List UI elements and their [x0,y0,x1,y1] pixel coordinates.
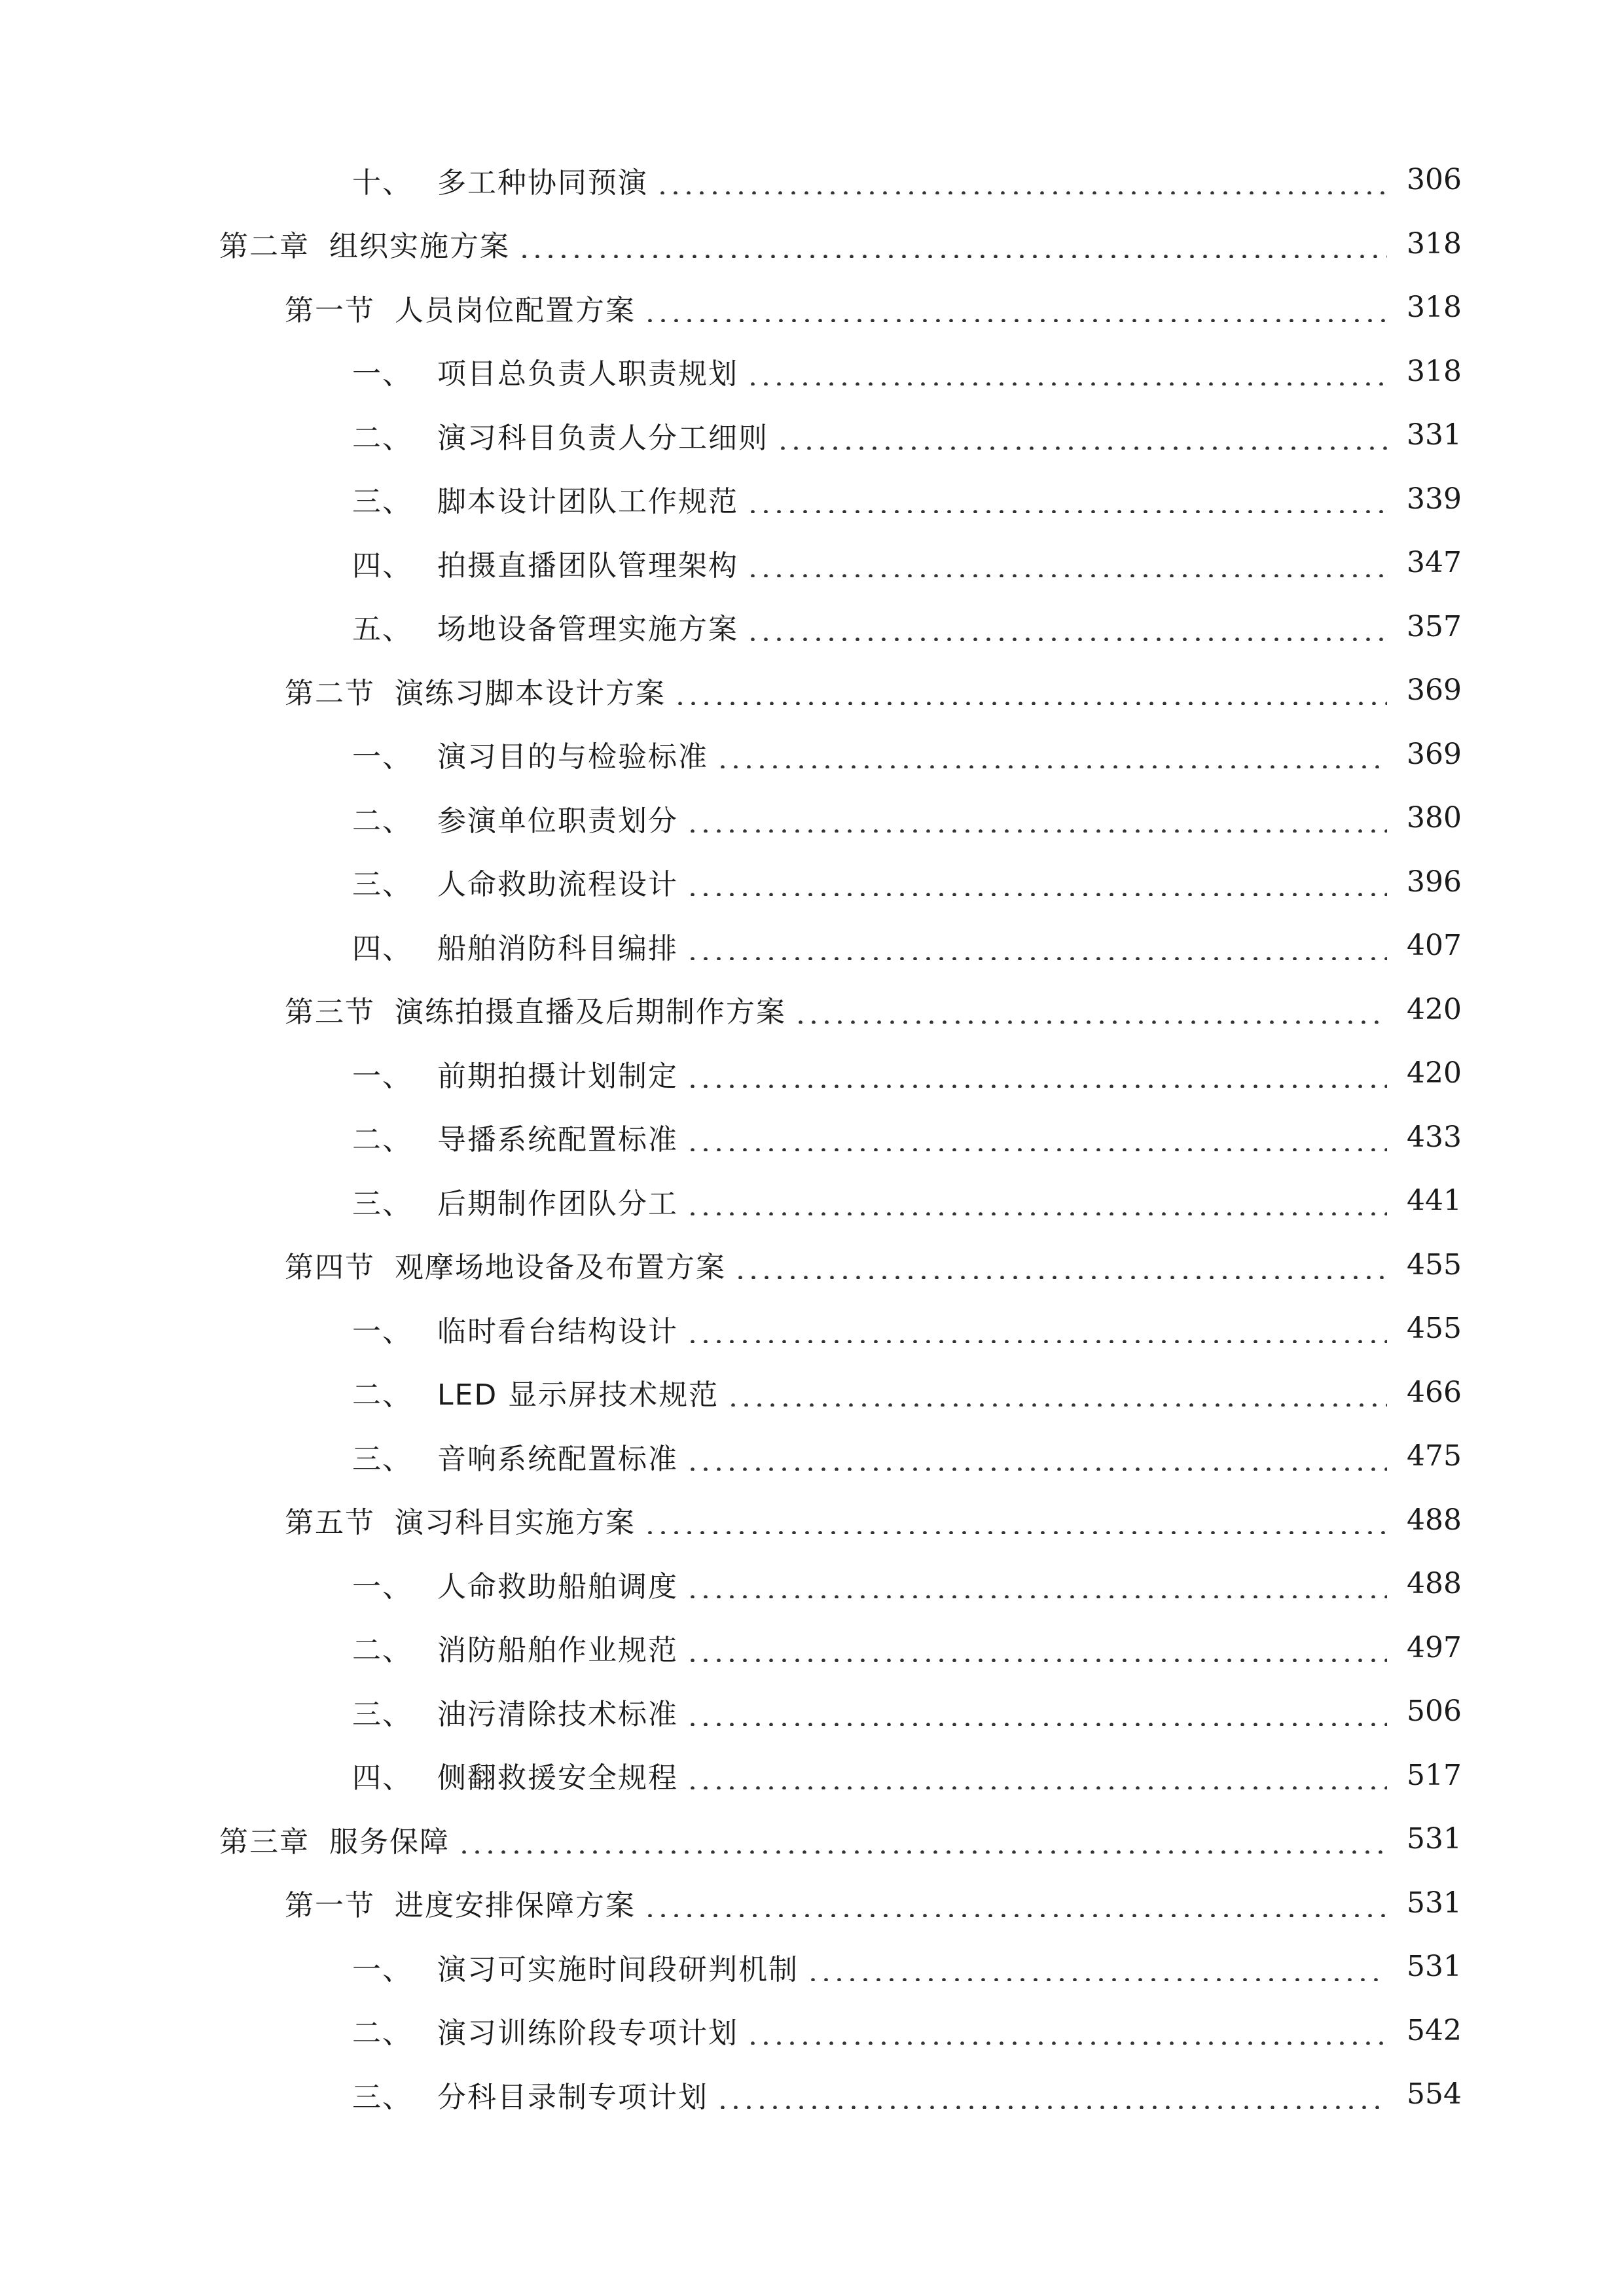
dot-leader [686,1059,1387,1088]
toc-entry-page-number: 466 [1407,1375,1462,1409]
toc-entry-page-number: 488 [1407,1503,1462,1537]
toc-entry-title: 前期拍摄计划制定 [437,1059,678,1093]
toc-entry-label [352,350,738,392]
dot-leader [686,1633,1387,1662]
toc-entry-title: 后期制作团队分工 [437,1187,678,1221]
toc-entry-title: 油污清除技术标准 [437,1697,678,1731]
toc-entry[interactable] [0,658,1624,723]
toc-entry[interactable] [0,978,1624,1042]
toc-entry-label [352,605,738,647]
toc-entry[interactable] [0,1744,1624,1808]
dot-leader [686,1442,1387,1471]
toc-entry-number: 第三章 [219,1825,310,1859]
dot-leader [746,548,1387,577]
toc-entry-title: 人命救助船舶调度 [437,1570,678,1604]
toc-entry-number: 十、 [352,166,412,200]
toc-entry-label [352,1180,678,1222]
dot-leader [746,484,1387,513]
toc-entry[interactable] [0,1233,1624,1297]
toc-entry-page-number: 455 [1407,1312,1462,1346]
toc-entry-page-number: 531 [1407,1822,1462,1856]
toc-entry-number: 第五节 [285,1506,375,1540]
toc-entry-number: 三、 [352,868,412,902]
toc-entry-page-number: 420 [1407,1056,1462,1090]
toc-entry[interactable] [0,723,1624,787]
toc-entry-label [352,1435,678,1477]
toc-entry-title: 分科目录制专项计划 [437,2080,708,2114]
toc-entry-number: 第三节 [285,996,375,1030]
toc-entry[interactable] [0,1041,1624,1105]
toc-entry-page-number: 407 [1407,929,1462,963]
toc-entry-page-number: 441 [1407,1184,1462,1218]
toc-entry-title: 脚本设计团队工作规范 [437,485,738,519]
toc-entry-page-number: 380 [1407,801,1462,835]
toc-entry-number: 二、 [352,1123,412,1157]
toc-entry-title: 演习训练阶段专项计划 [437,2017,738,2051]
toc-entry-number: 三、 [352,1442,412,1476]
toc-entry[interactable] [0,148,1624,212]
dot-leader [686,1314,1387,1343]
toc-entry-title: 演练拍摄直播及后期制作方案 [395,996,786,1030]
toc-entry-title: 观摩场地设备及布置方案 [395,1251,726,1285]
toc-entry-label [352,414,768,456]
dot-leader [716,740,1387,768]
toc-entry[interactable] [0,2062,1624,2126]
dot-leader [776,421,1387,450]
dot-leader [643,1505,1387,1534]
dot-leader [686,1761,1387,1789]
toc-entry-label [285,287,636,329]
toc-entry-title: 场地设备管理实施方案 [437,613,738,647]
dot-leader [686,1570,1387,1598]
dot-leader [746,612,1387,641]
toc-entry-page-number: 488 [1407,1567,1462,1601]
toc-entry-number: 一、 [352,357,412,391]
dot-leader [674,676,1387,705]
toc-entry-label [352,2009,738,2051]
toc-entry-label [352,1626,678,1668]
toc-entry-label [285,1882,636,1924]
toc-entry-number: 二、 [352,1378,412,1412]
toc-entry[interactable] [0,531,1624,595]
toc-entry-label [219,223,510,264]
toc-entry-title: 演习可实施时间段研判机制 [437,1952,799,1986]
toc-entry-label [285,1499,636,1541]
dot-leader [643,293,1387,322]
toc-entry-label [352,1371,719,1413]
toc-entry-label [352,2073,708,2115]
dot-leader [686,804,1387,833]
toc-entry[interactable] [0,1999,1624,2063]
toc-entry[interactable] [0,1679,1624,1744]
toc-entry-number: 第一节 [285,1889,375,1923]
toc-entry-label [352,861,678,903]
toc-entry-number: 四、 [352,548,412,583]
toc-entry-title: 临时看台结构设计 [437,1314,678,1348]
toc-entry[interactable] [0,1105,1624,1170]
dot-leader [734,1250,1387,1279]
toc-entry-page-number: 357 [1407,609,1462,643]
toc-entry-number: 三、 [352,1187,412,1221]
toc-entry-title: 演习目的与检验标准 [437,740,708,774]
toc-entry-page-number: 369 [1407,737,1462,771]
toc-entry[interactable] [0,276,1624,340]
toc-entry-number: 第二章 [219,230,310,264]
dot-leader [746,357,1387,386]
toc-entry-number: 四、 [352,1761,412,1795]
toc-entry-label [352,1116,678,1158]
toc-entry-label [285,1244,726,1285]
toc-entry-page-number: 396 [1407,865,1462,899]
toc-entry-number: 四、 [352,931,412,965]
toc-entry[interactable] [0,1616,1624,1680]
dot-leader [643,1888,1387,1917]
toc-entry-label [285,988,786,1030]
toc-entry-number: 二、 [352,421,412,455]
dot-leader [686,867,1387,896]
toc-entry-label [352,925,678,967]
dot-leader [518,229,1387,258]
toc-entry-page-number: 554 [1407,2077,1462,2111]
toc-entry-number: 三、 [352,2080,412,2114]
toc-entry-label [352,159,648,201]
toc-entry-title: 消防船舶作业规范 [437,1634,678,1668]
toc-entry-label [352,797,678,839]
toc-entry-page-number: 331 [1407,418,1462,452]
toc-entry-page-number: 506 [1407,1695,1462,1729]
dot-leader [656,166,1387,194]
toc-entry-number: 一、 [352,1570,412,1604]
toc-entry-title: 项目总负责人职责规划 [437,357,738,391]
toc-entry-label [352,1754,678,1796]
toc-entry-page-number: 318 [1407,291,1462,325]
toc-entry-number: 一、 [352,1059,412,1093]
toc-entry[interactable] [0,212,1624,276]
toc-entry[interactable] [0,1871,1624,1935]
toc-entry[interactable] [0,595,1624,659]
toc-entry-page-number: 420 [1407,992,1462,1026]
dot-leader [746,2016,1387,2045]
dot-leader [716,2080,1387,2109]
toc-entry-title: 音响系统配置标准 [437,1442,678,1476]
toc-entry[interactable] [0,1169,1624,1233]
toc-entry-label [219,1818,450,1860]
toc-entry-page-number: 517 [1407,1758,1462,1792]
toc-entry-number: 三、 [352,1697,412,1731]
dot-leader [686,1697,1387,1726]
toc-entry-page-number: 531 [1407,1950,1462,1984]
toc-entry-number: 第二节 [285,676,375,710]
toc-entry-title: 拍摄直播团队管理架构 [437,548,738,583]
toc-entry-number: 第四节 [285,1251,375,1285]
dot-leader [686,931,1387,960]
toc-entry-title: 演习科目负责人分工细则 [437,421,768,455]
toc-entry-title: 多工种协同预演 [437,166,648,200]
dot-leader [458,1825,1387,1854]
toc-entry-number: 二、 [352,1634,412,1668]
toc-entry-number: 五、 [352,613,412,647]
toc-entry-label [352,1946,799,1988]
toc-entry[interactable] [0,1807,1624,1871]
toc-entry-label [352,542,738,584]
toc-entry-number: 一、 [352,1952,412,1986]
toc-entry[interactable] [0,1488,1624,1552]
toc-entry-label [352,733,708,775]
toc-entry-label [352,478,738,520]
toc-entry-label [352,1052,678,1094]
toc-entry[interactable] [0,850,1624,914]
toc-entry[interactable] [0,1297,1624,1361]
toc-entry-label [352,1563,678,1605]
toc-entry[interactable] [0,1552,1624,1616]
dot-leader [686,1122,1387,1151]
toc-entry-page-number: 531 [1407,1886,1462,1920]
toc-entry-number: 一、 [352,1314,412,1348]
toc-entry-title: 人命救助流程设计 [437,868,678,902]
toc-entry-page-number: 339 [1407,482,1462,516]
toc-entry-label [352,1691,678,1732]
toc-entry-title: 进度安排保障方案 [395,1889,636,1923]
toc-entry-number: 一、 [352,740,412,774]
dot-leader [686,1187,1387,1215]
toc-entry-page-number: 369 [1407,673,1462,708]
toc-entry-page-number: 306 [1407,163,1462,197]
toc-entry[interactable] [0,1935,1624,1999]
toc-entry-number: 二、 [352,804,412,838]
toc-entry-page-number: 318 [1407,354,1462,388]
dot-leader [806,1952,1387,1981]
toc-entry[interactable] [0,1424,1624,1488]
toc-entry-page-number: 475 [1407,1439,1462,1473]
toc-entry-title: 演习科目实施方案 [395,1506,636,1540]
toc-entry[interactable] [0,1361,1624,1425]
toc-entry-title: 演练习脚本设计方案 [395,676,666,710]
dot-leader [794,995,1387,1024]
toc-entry-title: 船舶消防科目编排 [437,931,678,965]
toc-entry-page-number: 455 [1407,1247,1462,1282]
toc-entry-label [285,670,666,711]
toc-entry-title: 导播系统配置标准 [437,1123,678,1157]
toc-entry-number: 三、 [352,485,412,519]
toc-entry-title: 侧翻救援安全规程 [437,1761,678,1795]
toc-entry-page-number: 542 [1407,2013,1462,2047]
toc-entry-number: 二、 [352,2017,412,2051]
toc-entry-title: 组织实施方案 [329,230,510,264]
toc-entry[interactable] [0,340,1624,404]
toc-entry-number: 第一节 [285,293,375,327]
toc-entry-title: 参演单位职责划分 [437,804,678,838]
toc-entry-page-number: 497 [1407,1630,1462,1664]
table-of-contents [0,148,1624,2126]
toc-entry[interactable] [0,467,1624,531]
toc-entry-page-number: 433 [1407,1120,1462,1154]
toc-entry[interactable] [0,786,1624,850]
dot-leader [727,1378,1387,1407]
toc-entry-title: 人员岗位配置方案 [395,293,636,327]
toc-entry-page-number: 347 [1407,546,1462,580]
toc-entry-title: LED 显示屏技术规范 [437,1378,719,1412]
toc-entry-title: 服务保障 [329,1825,450,1859]
toc-entry[interactable] [0,403,1624,467]
toc-entry[interactable] [0,914,1624,978]
toc-entry-label [352,1308,678,1350]
toc-entry-page-number: 318 [1407,226,1462,260]
